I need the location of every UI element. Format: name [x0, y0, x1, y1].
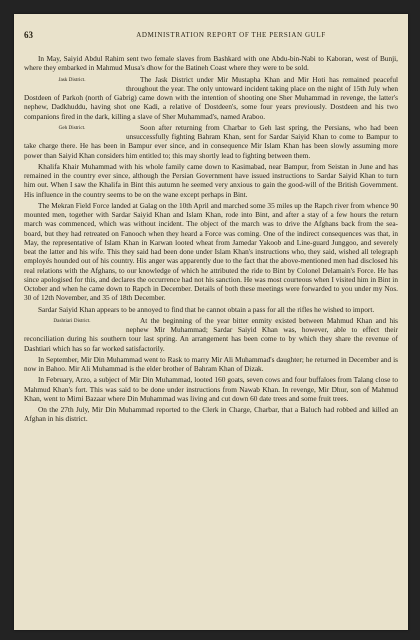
paragraph-geh: Soon after returning from Charbar to Geh last spring, the Persians, who had been unsuccessfully fighting Bahram Khan, sent for Sardar Saiyid Khan to come to Bampur to take charge there. He has been in Bampur ever since, and in consequence Mir Islam Khan has been slowly assuming more power than Saiyid Khan considers him entitled to; this may shortly lead to fighting between them.	[24, 122, 398, 160]
paragraph-september: In September, Mir Din Muhammad went to Rask to marry Mir Ali Muhammad's daughter; he returned in December and is now in Bahoo. Mir Ali Muhammad is the elder brother of Bahram Khan of Dizak.	[24, 354, 398, 373]
document-page	[14, 14, 408, 630]
page-number: 63	[24, 30, 33, 40]
paragraph-khalifa: Khalifa Khair Muhammad with his whole family came down to Kasimabad, near Bampur, from Seistan in June and has remained in the country ever since, although the Persian Government have issued instructions to Sardar Saiyid Khan to turn him out. When I saw the Khalifa in Bint this autumn he seemed very anxious to gain the good-will of the British Government. His influence in the country seems to be on the wane except perhaps in Bint.	[24, 161, 398, 199]
paragraph-jask: The Jask District under Mir Mustapha Khan and Mir Hoti has remained peaceful throughout the year. The only untoward incident taking place on the night of 15th July when Dostdeen of Parkoh (north of Gabrig) came down with the intention of shooting one Sher Muhammad in revenge, the latter's nephew, Dadkhuddu, having shot one Kadi, a relative of Dostdeen's, some four years previously. Dostdeen and his two companions fired in the dark, killing a slave of Sher Muhammad's, named Araboo.	[24, 74, 398, 121]
paragraph-february: In February, Arzo, a subject of Mir Din Muhammad, looted 160 goats, seven cows and four buffaloes from Talang close to Mahmud Khan's fort. This was said to be done under instructions from Nawab Khan. In revenge, Mir Dhur, son of Mahmud Khan, went to Mirni Bazaar where Din Muhammad was living and cut down 60 date trees and some fruit trees.	[24, 375, 398, 403]
paragraph-dashtiari: At the beginning of the year bitter enmity existed between Mahmud Khan and his nephew Mir Muhammad; Sardar Saiyid Khan was, however, able to effect their reconciliation during his southern tour last spring. An arrangement has been come to by which they share the revenue of Dashtiari which has so far worked satisfactorily.	[24, 315, 398, 353]
page-header	[24, 30, 398, 44]
sidenote-geh: Geh District.	[58, 124, 86, 131]
paragraph-july: On the 27th July, Mir Din Muhammad reported to the Clerk in Charge, Charbar, that a Baluch had robbed and killed an Afghan in his district.	[24, 405, 398, 424]
running-title: ADMINISTRATION REPORT OF THE PERSIAN GULF	[136, 31, 326, 39]
report-body	[24, 54, 398, 426]
paragraph-rifles: Sardar Saiyid Khan appears to be annoyed to find that he cannot obtain a pass for all the rifles he wished to import.	[38, 304, 375, 314]
sidenote-dashtiari: Dashtiari District.	[53, 317, 91, 324]
paragraph-slaves: In May, Saiyid Abdul Rahim sent two female slaves from Bashkard with one Abdu-bin-Nabi to Kaboran, west of Bunji, where they embarked in Mahmud Musa's dhow for the Batineh Coast where they were to be sold.	[24, 54, 398, 73]
sidenote-jask: Jask District.	[58, 76, 86, 83]
paragraph-field-force: The Mekran Field Force landed at Galag on the 10th April and marched some 35 miles up the Rapch river from whence 90 mounted men, together with Sardar Saiyid Khan and Islam Khan, rode into Bint, and after a stay of a few hours the return march was commenced, which was without incident. The object of the march was to drive the Afghans back from the sea-board, but they had retreated on Fanooch when they heard a Force was coming. One of the indirect consequences was that, in May, the representative of Islam Khan in Karwan looted wheat from Jamedar Yakoob and Line-guard Junggoo, and severely beat the latter and his wife. This they said had been done under Islam Khan's instructions who, they said, wished all telegraph employés hounded out of his country. His anger was apparently due to the fact that the above-mentioned men had disclosed his real relations with the Afghans, to our knowledge of which he attributed the ride to Bint by Colonel Delamain's Force. He has since apologised for this, and declares the occurrence had not his sanction. He was most courteous when I visited him in Bint in October and when he came down to Rapch in December. Details of both these meetings were forwarded to you under my Nos. 30 of 12th November, and 35 of 18th December.	[24, 200, 398, 303]
